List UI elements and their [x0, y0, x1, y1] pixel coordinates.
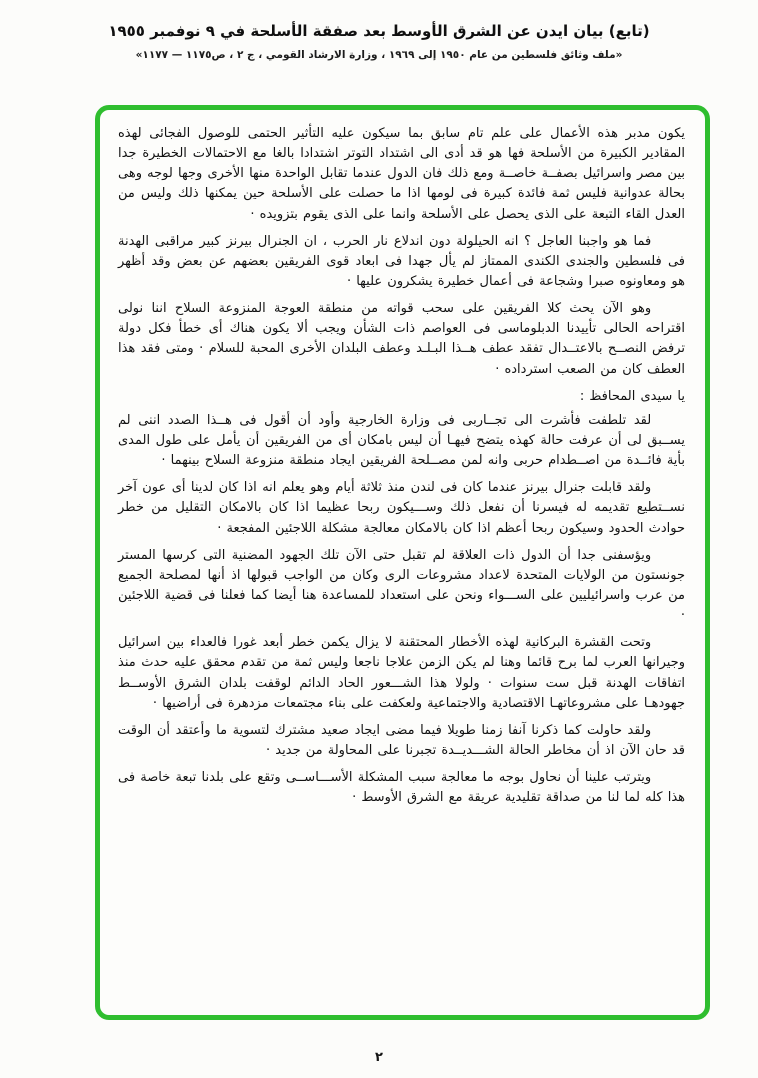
- document-title: (تابع) بيان ايدن عن الشرق الأوسط بعد صفقة الأسلحة في ٩ نوفمبر ١٩٥٥: [108, 22, 650, 40]
- paragraph: ويترتب علينا أن نحاول بوجه ما معالجة سبب المشكلة الأســـاســى وتقع على بلدنا تبعة خاصة فى هذا كله لما لنا من صداقة تقليدية عريقة مع الشرق الأوسط ·: [118, 770, 685, 806]
- document-header: [0, 22, 758, 61]
- paragraph: ولقد حاولت كما ذكرنا آنفا زمنا طويلا فيما مضى ايجاد صعيد مشترك لتسوية ما وأعتقد أن الوقت قد حان الآن اذ أن مخاطر الحالة الشـــديــدة تجبرنا على المحاولة من جديد ·: [118, 722, 685, 758]
- paragraph: فما هو واجبنا العاجل ؟ انه الحيلولة دون اندلاع نار الحرب ، ان الجنرال بيرنز كبير مراقبى الهدنة فى فلسطين والجندى الكندى الممتاز لم يأل جهدا فى ابعاد قوى الفريقين بعضهم عن بعض وقد أظهر هو ومعاونوه صبرا وشجاعة فى أعمال خطيرة يشكرون عليها ·: [118, 233, 685, 289]
- paragraph: لقد تلطفت فأشرت الى تجــاربى فى وزارة الخارجية وأود أن أقول فى هــذا الصدد اننى لم يســبق لى أن عرفت حالة كهذه يتضح فيهـا أن ليس بامكان أى من الفريقين أن يأمل على طول المدى بأية فائــدة من اصــطدام حربى وانه لمن مصــلحة الفريقين ايجاد منطقة منزوعة السلاح بينهما ·: [118, 412, 685, 469]
- green-border-text-frame: [95, 105, 710, 1020]
- paragraph: ولقد قابلت جنرال بيرنز عندما كان فى لندن منذ ثلاثة أيام وهو يعلم انه اذا كان لدينا أى عون آخر نســتطيع تقديمه له فيسرنا أن نفعل ذلك وســـيكون ربحا عظيما اذا كان بالامكان التقليل من خطر حوادث الحدود وسيكون ربحا أعظم اذا كان بالامكان معالجة مشكلة اللاجئين المفجعة ·: [118, 480, 685, 536]
- paragraph: يكون مدبر هذه الأعمال على علم تام سابق بما سيكون عليه التأثير الحتمى للوصول الفجائى لهذه المقادير الكبيرة من الأسلحة فها هو قد أدى الى اشتداد التوتر اشتدادا بالغا مع الاحتمالات الخطيرة جدا بين مصر واسرائيل بصفــة خاصــة ومع ذلك فان الدول عندما تقابل الواحدة منها الأخرى وجها لوجه وهى بحالة عدوانية فليس ثمة فائدة كبيرة فى لومها اذا ما حصلت على الأسلحة حين يمكنها ذلك وليس من العدل القاء التبعة على الذى يحصل على الأسلحة وانما على الذى يقوم بتزويده ·: [118, 126, 685, 222]
- salutation-line: يا سيدى المحافظ :: [579, 388, 685, 404]
- paragraph: وتحت القشرة البركانية لهذه الأخطار المحتقنة لا يزال يكمن خطر أبعد غورا فالعداء بين اسرائيل وجيرانها العرب لما برح قائما وهنا لم يكن الزمن علاجا ناجعا وليس ثمة من تقدم محقق عليه حدث منذ اتفاقات الهدنة قبل ست سنوات · ولولا هذا الشـــعور الحاد الدائم لوقفت بلدان الشرق الأوســط جهودهـا على مشروعاتهـا الاقتصادية والاجتماعية ولعكفت على بناء مجتمعات مزدهرة فى أراضيها ·: [118, 635, 685, 711]
- document-source-citation: «ملف وثائق فلسطين من عام ١٩٥٠ إلى ١٩٦٩ ، وزارة الارشاد القومي ، ج ٢ ، ص١١٧٥ — ١١٧٧»: [135, 49, 623, 61]
- page-number: ٢: [375, 1050, 383, 1065]
- paragraph: ويؤسفنى جدا أن الدول ذات العلاقة لم تقبل حتى الآن تلك الجهود المضنية التى كرسها المستر جونستون من الولايات المتحدة لاعداد مشروعات الرى وكان من الواجب قبولها اذ أنها لمصلحة الجميع من عرب واسرائيليين على الســـواء ونحن على استعداد للمساعدة هنا أيضا كما فعلنا فى قضية اللاجئين ·: [118, 547, 685, 624]
- paragraph: وهو الآن يحث كلا الفريقين على سحب قواته من منطقة العوجة المنزوعة السلاح اننا نولى اقتراحه الحالى تأييدنا الدبلوماسى فى العواصم ذات الشأن ويجب ألا يكون هناك أى خطأ فكل دولة ترفض النصــح بالاعتــدال تفقد عطف هــذا البـلـد وعطف البلدان الأخرى المحبة للسلام · ومتى فقد هذا العطف كان من الصعب استرداده ·: [118, 301, 685, 377]
